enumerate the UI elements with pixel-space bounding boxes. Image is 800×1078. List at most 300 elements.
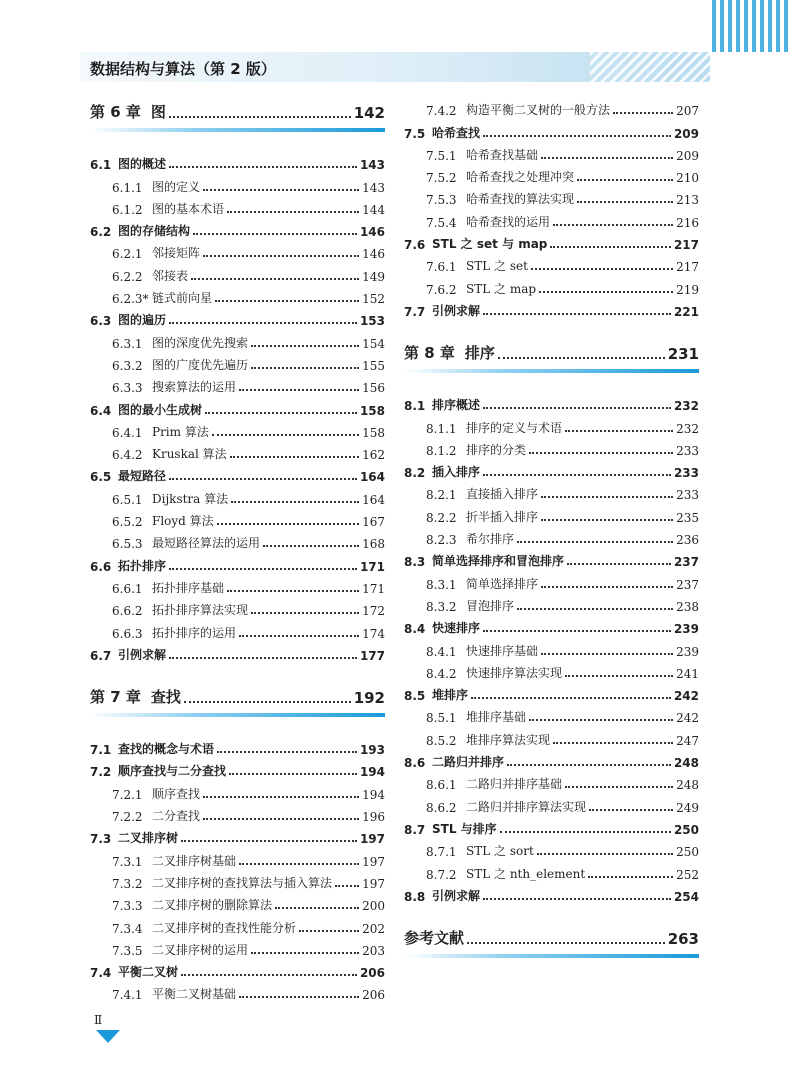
entry-page: 162 (362, 448, 385, 463)
entry-title: Floyd 算法 (152, 514, 214, 529)
toc-subsection-entry[interactable] (90, 779, 385, 801)
dot-leader (239, 996, 359, 998)
entry-number: 7.5 (404, 126, 426, 141)
entry-page: 233 (676, 488, 699, 503)
entry-number: 第 7 章 (90, 687, 141, 706)
entry-page: 197 (362, 854, 385, 869)
dot-leader (483, 898, 671, 900)
entry-title: STL 与排序 (432, 821, 497, 836)
entry-number: 6.2 (90, 225, 112, 240)
toc-subsection-entry[interactable] (404, 859, 699, 881)
dot-leader (203, 255, 359, 257)
toc-section-entry[interactable] (90, 735, 385, 757)
entry-page: 235 (676, 510, 699, 525)
toc-subsection-entry[interactable] (404, 185, 699, 207)
entry-page: 194 (362, 787, 385, 802)
entry-title: 二路归并排序 (432, 755, 505, 770)
entry-title: 图的基本术语 (152, 201, 225, 216)
dot-leader (565, 786, 673, 788)
entry-title: 搜索算法的运用 (152, 380, 237, 395)
entry-title: 引例求解 (118, 647, 167, 662)
dot-leader (251, 345, 359, 347)
toc-subsection-entry[interactable] (90, 195, 385, 217)
entry-title: 哈希查找基础 (466, 147, 539, 162)
entry-number: 6.2.3* (112, 292, 149, 307)
entry-title: 最短路径算法的运用 (152, 536, 261, 551)
toc-subsection-entry[interactable] (90, 373, 385, 395)
entry-number: 6.6.1 (112, 581, 143, 596)
entry-page: 164 (359, 470, 385, 485)
entry-title: STL 之 map (466, 281, 537, 296)
entry-title: 哈希查找之处理冲突 (466, 170, 575, 185)
entry-title: 图的深度优先搜索 (152, 335, 249, 350)
toc-subsection-entry[interactable] (404, 636, 699, 658)
toc-subsection-entry[interactable] (404, 252, 699, 274)
toc-section-entry[interactable] (404, 391, 699, 413)
toc-subsection-entry[interactable] (404, 770, 699, 792)
toc-subsection-entry[interactable] (404, 502, 699, 524)
dot-leader (500, 831, 671, 833)
toc-subsection-entry[interactable] (90, 846, 385, 868)
entry-page: 203 (362, 943, 385, 958)
dot-leader (483, 474, 671, 476)
toc-subsection-entry[interactable] (90, 284, 385, 306)
entry-title: 图的定义 (152, 179, 201, 194)
toc-section-entry[interactable] (404, 547, 699, 569)
toc-section-entry[interactable] (404, 681, 699, 703)
entry-number: 6.3 (90, 314, 112, 329)
dot-leader (541, 496, 673, 498)
entry-page: 217 (673, 238, 699, 253)
entry-number: 6.4.2 (112, 448, 143, 463)
entry-number: 8.4.1 (426, 644, 457, 659)
entry-title: 参考文献 (404, 928, 465, 947)
entry-number: 6.5.2 (112, 515, 143, 530)
entry-number: 8.2.2 (426, 510, 457, 525)
entry-page: 263 (667, 929, 699, 948)
dot-leader (193, 233, 357, 235)
toc-subsection-entry[interactable] (90, 802, 385, 824)
dot-leader (541, 586, 673, 588)
toc-subsection-entry[interactable] (404, 274, 699, 296)
entry-page: 237 (676, 577, 699, 592)
dot-leader (275, 907, 359, 909)
dot-leader (229, 773, 357, 775)
dot-leader (467, 942, 665, 944)
toc-section-entry[interactable] (90, 757, 385, 779)
entry-title: STL 之 set (466, 259, 528, 274)
page-number: Ⅱ (94, 1013, 103, 1027)
dot-leader (251, 612, 359, 614)
entry-page: 248 (676, 778, 699, 793)
toc-left-column (90, 96, 385, 1002)
entry-page: 202 (362, 921, 385, 936)
dot-leader (184, 701, 351, 703)
toc-right-column (404, 96, 699, 976)
toc-subsection-entry[interactable] (90, 980, 385, 1002)
toc-subsection-entry[interactable] (90, 261, 385, 283)
toc-section-entry[interactable] (90, 824, 385, 846)
entry-number: 6.3.2 (112, 358, 143, 373)
dot-leader (577, 179, 673, 181)
entry-number: 8.5 (404, 689, 426, 704)
entry-number: 7.3.1 (112, 854, 143, 869)
dot-leader (539, 291, 673, 293)
dot-leader (239, 389, 359, 391)
entry-number: 8.2.1 (426, 488, 457, 503)
entry-number: 8.6.1 (426, 778, 457, 793)
entry-page: 168 (362, 537, 385, 552)
toc-subsection-entry[interactable] (90, 596, 385, 618)
dot-leader (483, 630, 671, 632)
entry-title: 邻接矩阵 (152, 246, 201, 261)
entry-page: 238 (676, 599, 699, 614)
toc-chapter-entry[interactable] (404, 337, 699, 363)
entry-number: 6.6.3 (112, 626, 143, 641)
entry-number: 第 6 章 (90, 103, 141, 121)
entry-number: 8.5.1 (426, 711, 457, 726)
toc-subsection-entry[interactable] (90, 351, 385, 373)
entry-title: 拓扑排序的运用 (152, 625, 237, 640)
dot-leader (613, 112, 673, 114)
entry-page: 142 (353, 104, 385, 122)
entry-title: 拓扑排序算法实现 (152, 603, 249, 618)
dot-leader (203, 189, 359, 191)
entry-page: 213 (676, 193, 699, 208)
entry-page: 239 (673, 622, 699, 637)
entry-page: 149 (362, 269, 385, 284)
entry-page: 233 (673, 466, 699, 481)
dot-leader (203, 796, 359, 798)
entry-title: STL 之 sort (466, 844, 534, 859)
entry-title: 二叉排序树基础 (152, 853, 237, 868)
toc-subsection-entry[interactable] (90, 913, 385, 935)
dot-leader (169, 322, 357, 324)
toc-subsection-entry[interactable] (90, 529, 385, 551)
toc-subsection-entry[interactable] (404, 480, 699, 502)
entry-number: 7.6 (404, 238, 426, 253)
entry-page: 143 (359, 158, 385, 173)
toc-section-entry[interactable] (404, 230, 699, 252)
dot-leader (541, 157, 673, 159)
dot-leader (251, 952, 359, 954)
entry-number: 7.4.1 (112, 988, 143, 1003)
dot-leader (181, 840, 357, 842)
dot-leader (483, 135, 671, 137)
entry-number: 7.3 (90, 832, 112, 847)
dot-leader (550, 246, 671, 248)
dot-leader (567, 563, 671, 565)
toc-subsection-entry[interactable] (404, 436, 699, 458)
dot-leader (169, 568, 357, 570)
entry-title: 顺序查找 (152, 786, 201, 801)
dot-leader (205, 412, 357, 414)
entry-title: 图的遍历 (118, 313, 167, 328)
toc-section-entry[interactable] (404, 815, 699, 837)
chapter-underline (404, 369, 699, 373)
dot-leader (227, 590, 359, 592)
dot-leader (529, 719, 673, 721)
entry-page: 158 (362, 425, 385, 440)
toc-section-entry[interactable] (404, 458, 699, 480)
entry-number: 8.8 (404, 889, 426, 904)
entry-title: 二路归并排序算法实现 (466, 799, 587, 814)
toc-subsection-entry[interactable] (404, 141, 699, 163)
entry-page: 171 (362, 581, 385, 596)
page-marker-triangle (96, 1030, 120, 1043)
chapter-underline (90, 713, 385, 717)
entry-page: 216 (676, 215, 699, 230)
toc-subsection-entry[interactable] (90, 239, 385, 261)
entry-title: 希尔排序 (466, 532, 515, 547)
entry-title: 折半插入排序 (466, 509, 539, 524)
entry-title: 图的概述 (118, 157, 167, 172)
entry-title: 快速排序 (432, 621, 481, 636)
dot-leader (588, 876, 673, 878)
toc-subsection-entry[interactable] (404, 413, 699, 435)
entry-page: 153 (359, 314, 385, 329)
dot-leader (507, 764, 671, 766)
entry-page: 236 (676, 533, 699, 548)
entry-title: 二叉排序树 (118, 831, 179, 846)
toc-subsection-entry[interactable] (90, 172, 385, 194)
entry-number: 8.3 (404, 555, 426, 570)
entry-title: 二叉排序树的删除算法 (152, 898, 273, 913)
toc-subsection-entry[interactable] (404, 703, 699, 725)
entry-page: 152 (362, 292, 385, 307)
entry-number: 8.1.1 (426, 421, 457, 436)
dot-leader (181, 974, 357, 976)
entry-number: 8.3.2 (426, 599, 457, 614)
toc-section-entry[interactable] (404, 748, 699, 770)
entry-page: 197 (359, 832, 385, 847)
toc-subsection-entry[interactable] (404, 207, 699, 229)
dot-leader (589, 809, 673, 811)
entry-page: 171 (359, 559, 385, 574)
entry-page: 206 (362, 988, 385, 1003)
dot-leader (239, 863, 359, 865)
toc-subsection-entry[interactable] (90, 936, 385, 958)
toc-section-entry[interactable] (90, 641, 385, 663)
dot-leader (227, 211, 359, 213)
toc-section-entry[interactable] (90, 551, 385, 573)
dot-leader (537, 853, 673, 855)
entry-page: 200 (362, 899, 385, 914)
entry-title: 排序 (464, 343, 495, 362)
entry-title: 查找的概念与术语 (118, 742, 215, 757)
entry-title: 冒泡排序 (466, 598, 515, 613)
entry-page: 250 (673, 822, 699, 837)
entry-title: 快速排序算法实现 (466, 665, 563, 680)
toc-section-entry[interactable] (404, 297, 699, 319)
toc-section-entry[interactable] (90, 395, 385, 417)
entry-number: 7.2 (90, 765, 112, 780)
entry-number: 8.7.2 (426, 867, 457, 882)
entry-number: 7.5.2 (426, 171, 457, 186)
toc-section-entry[interactable] (90, 306, 385, 328)
book-title: 数据结构与算法（第 2 版） (90, 60, 276, 78)
entry-title: 简单选择排序和冒泡排序 (432, 554, 565, 569)
entry-title: STL 之 nth_element (466, 866, 586, 881)
entry-title: 二路归并排序基础 (466, 777, 563, 792)
toc-subsection-entry[interactable] (404, 525, 699, 547)
entry-page: 146 (362, 247, 385, 262)
toc-subsection-entry[interactable] (404, 569, 699, 591)
entry-page: 232 (673, 399, 699, 414)
dot-leader (230, 456, 359, 458)
dot-leader (517, 608, 673, 610)
toc-subsection-entry[interactable] (404, 725, 699, 747)
running-header (80, 52, 710, 82)
entry-number: 7.4.2 (426, 104, 457, 119)
toc-subsection-entry[interactable] (90, 574, 385, 596)
entry-page: 167 (362, 515, 385, 530)
entry-number: 6.4 (90, 403, 112, 418)
dot-leader (239, 635, 359, 637)
toc-chapter-entry[interactable] (90, 96, 385, 122)
entry-page: 217 (676, 260, 699, 275)
dot-leader (217, 751, 357, 753)
toc-chapter-entry[interactable] (404, 922, 699, 948)
toc-subsection-entry[interactable] (404, 837, 699, 859)
entry-number: 6.3.3 (112, 381, 143, 396)
entry-number: 7.3.2 (112, 876, 143, 891)
entry-page: 210 (676, 171, 699, 186)
dot-leader (577, 201, 673, 203)
entry-title: 引例求解 (432, 888, 481, 903)
entry-number: 8.2 (404, 466, 426, 481)
entry-title: 哈希查找 (432, 125, 481, 140)
entry-number: 8.7 (404, 822, 426, 837)
entry-page: 242 (676, 711, 699, 726)
entry-number: 7.4 (90, 966, 112, 981)
dot-leader (483, 407, 671, 409)
toc-section-entry[interactable] (90, 150, 385, 172)
entry-number: 8.4.2 (426, 666, 457, 681)
entry-title: 查找 (150, 687, 181, 706)
entry-title: 顺序查找与二分查找 (118, 764, 227, 779)
entry-page: 237 (673, 555, 699, 570)
entry-number: 7.2.1 (112, 787, 143, 802)
toc-subsection-entry[interactable] (90, 484, 385, 506)
entry-title: 堆排序算法实现 (466, 732, 551, 747)
toc-section-entry[interactable] (90, 462, 385, 484)
dot-leader (531, 268, 673, 270)
entry-page: 155 (362, 358, 385, 373)
toc-section-entry[interactable] (404, 614, 699, 636)
toc-subsection-entry[interactable] (404, 163, 699, 185)
toc-subsection-entry[interactable] (404, 792, 699, 814)
entry-page: 252 (676, 867, 699, 882)
entry-title: 排序的定义与术语 (466, 420, 563, 435)
entry-page: 241 (676, 666, 699, 681)
entry-number: 6.2.1 (112, 247, 143, 262)
toc-section-entry[interactable] (90, 217, 385, 239)
entry-number: 6.1.2 (112, 202, 143, 217)
dot-leader (483, 313, 671, 315)
entry-number: 8.3.1 (426, 577, 457, 592)
toc-section-entry[interactable] (90, 958, 385, 980)
entry-number: 8.5.2 (426, 733, 457, 748)
toc-section-entry[interactable] (404, 882, 699, 904)
entry-number: 6.5.3 (112, 537, 143, 552)
entry-number: 7.1 (90, 743, 112, 758)
entry-page: 154 (362, 336, 385, 351)
entry-number: 6.6.2 (112, 604, 143, 619)
entry-number: 8.4 (404, 622, 426, 637)
entry-number: 7.3.5 (112, 943, 143, 958)
entry-title: 排序概述 (432, 398, 481, 413)
dot-leader (215, 300, 359, 302)
toc-subsection-entry[interactable] (404, 659, 699, 681)
entry-page: 231 (667, 344, 699, 363)
entry-title: 二叉排序树的查找性能分析 (152, 920, 297, 935)
entry-number: 6.2.2 (112, 269, 143, 284)
dot-leader (169, 478, 357, 480)
chapter-underline (90, 128, 385, 132)
toc-subsection-entry[interactable] (90, 618, 385, 640)
entry-title: 插入排序 (432, 465, 481, 480)
toc-subsection-entry[interactable] (404, 96, 699, 118)
entry-page: 249 (676, 800, 699, 815)
entry-number: 7.5.4 (426, 215, 457, 230)
entry-title: 邻接表 (152, 268, 189, 283)
dot-leader (565, 430, 673, 432)
toc-section-entry[interactable] (404, 118, 699, 140)
dot-leader (529, 452, 673, 454)
toc-subsection-entry[interactable] (90, 328, 385, 350)
dot-leader (335, 885, 359, 887)
entry-title: 平衡二叉树基础 (152, 987, 237, 1002)
toc-subsection-entry[interactable] (90, 869, 385, 891)
entry-page: 156 (362, 381, 385, 396)
entry-page: 196 (362, 810, 385, 825)
header-stripes (590, 52, 710, 82)
dot-leader (251, 367, 359, 369)
entry-title: 图的最小生成树 (118, 402, 203, 417)
entry-title: 排序的分类 (466, 442, 527, 457)
dot-leader (471, 697, 671, 699)
entry-number: 7.3.3 (112, 899, 143, 914)
dot-leader (541, 519, 673, 521)
entry-title: 平衡二叉树 (118, 965, 179, 980)
toc-subsection-entry[interactable] (90, 418, 385, 440)
chapter-underline (404, 954, 699, 958)
toc-subsection-entry[interactable] (90, 507, 385, 529)
entry-title: 二叉排序树的查找算法与插入算法 (152, 875, 333, 890)
entry-page: 232 (676, 421, 699, 436)
entry-number: 7.6.2 (426, 282, 457, 297)
toc-subsection-entry[interactable] (90, 891, 385, 913)
entry-page: 248 (673, 756, 699, 771)
entry-page: 172 (362, 604, 385, 619)
entry-number: 6.5.1 (112, 492, 143, 507)
entry-number: 6.7 (90, 648, 112, 663)
entry-page: 247 (676, 733, 699, 748)
toc-chapter-entry[interactable] (90, 681, 385, 707)
entry-page: 158 (359, 403, 385, 418)
entry-page: 207 (676, 104, 699, 119)
toc-subsection-entry[interactable] (404, 592, 699, 614)
toc-subsection-entry[interactable] (90, 440, 385, 462)
entry-title: 二分查找 (152, 809, 201, 824)
entry-title: 简单选择排序 (466, 576, 539, 591)
entry-title: 哈希查找的运用 (466, 214, 551, 229)
entry-title: 链式前向星 (152, 291, 213, 306)
dot-leader (553, 224, 673, 226)
entry-page: 239 (676, 644, 699, 659)
entry-title: 快速排序基础 (466, 643, 539, 658)
